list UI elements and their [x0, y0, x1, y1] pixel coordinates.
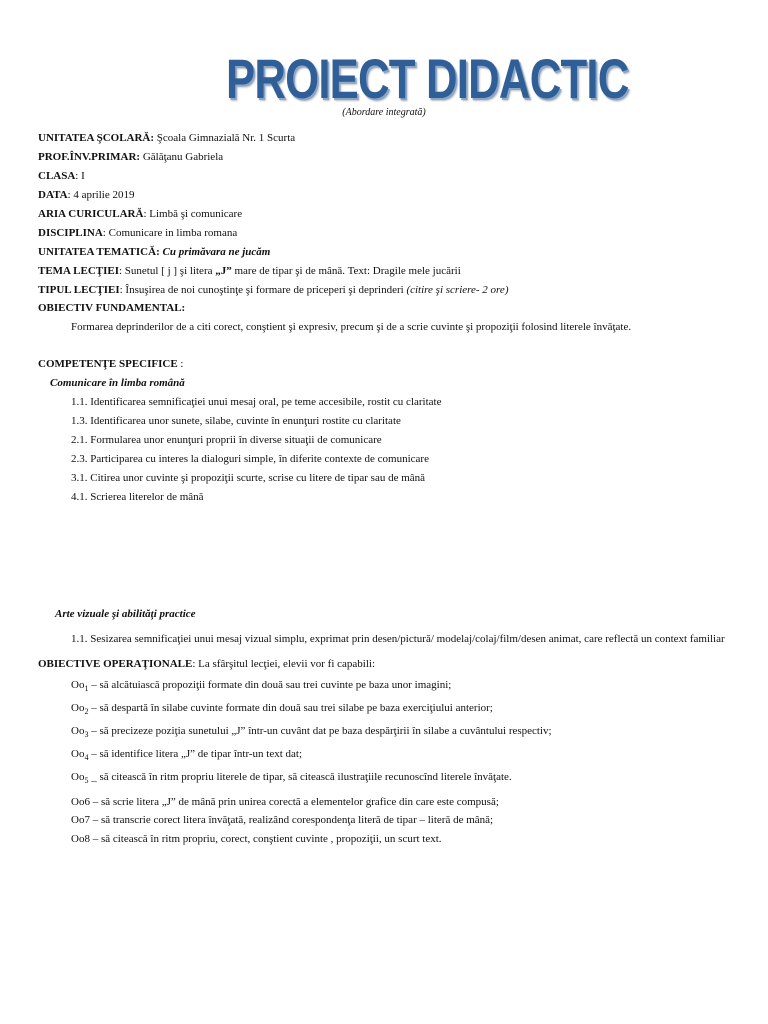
objective-text: – să scrie litera „J” de mână prin unirea corectă a elementelor grafice din care este compusă; [89, 796, 499, 808]
objective-item [71, 770, 512, 788]
document-subtitle: (Abordare integrată) [342, 107, 426, 118]
obiective-heading [38, 657, 375, 671]
list-item: 3.1. Citirea unor cuvinte şi propoziţii scurte, scrise cu litere de tipar sau de mână [71, 472, 426, 484]
label: OBIECTIVE OPERAŢIONALE [38, 658, 193, 670]
objective-code: Oo [71, 679, 85, 691]
objective-number: 1 [84, 684, 89, 694]
info-data [38, 188, 134, 202]
value: : 4 aprilie 2019 [67, 189, 135, 201]
objective-text: – să transcrie corect litera învăţată, realizând corespondenţa literă de tipar – literă de mână; [89, 814, 494, 826]
objective-text: – să identifice litera „J” de tipar într-un text dat; [88, 748, 303, 760]
list-item: 2.1. Formularea unor enunţuri proprii în diverse situaţii de comunicare [71, 434, 382, 446]
value-italic: (citire şi scriere- 2 ore) [406, 284, 509, 296]
value: : Însuşirea de noi cunoştinţe şi formare de priceperi şi deprinderi [119, 284, 407, 296]
label: PROF.ÎNV.PRIMAR: [38, 151, 141, 163]
value: mare de tipar şi de mână. Text: Dragile mele jucării [231, 265, 461, 277]
objective-code: Oo7 [71, 814, 90, 826]
label: TIPUL LECŢIEI [38, 284, 120, 296]
objective-text: – să precizeze poziţia sunetului „J” într-un cuvânt dat pe baza despărţirii în silabe a cuvântului respectiv; [88, 725, 552, 737]
info-unitatea [38, 131, 295, 145]
suffix: : La sfârşitul lecţiei, elevii vor fi capabili: [192, 658, 375, 670]
section-arte: Arte vizuale şi abilităţi practice [55, 608, 196, 620]
obiectiv-fundamental-text: Formarea deprinderilor de a citi corect, conştient şi expresiv, precum şi de a scrie cuvinte şi propoziţii folosind literele învăţate. [71, 321, 632, 333]
objective-item [71, 832, 442, 846]
value: : Sunetul [ j ] şi litera [119, 265, 216, 277]
objective-item [71, 724, 552, 742]
objective-number: 3 [84, 730, 89, 740]
value: Şcoala Gimnazială Nr. 1 Scurta [154, 132, 296, 144]
document-title: PROIECT DIDACTIC [226, 47, 629, 110]
label: DATA [38, 189, 68, 201]
objective-code: Oo [71, 771, 85, 783]
objective-code: Oo6 [71, 796, 90, 808]
objective-code: Oo8 [71, 833, 90, 845]
value: : Limbă şi comunicare [143, 208, 243, 220]
value: : Comunicare in limba romana [102, 227, 238, 239]
objective-number: 4 [84, 753, 89, 763]
label: TEMA LECŢIEI [38, 265, 119, 277]
objective-text: – să alcătuiască propoziţii formate din două sau trei cuvinte pe baza unor imagini; [88, 679, 452, 691]
label: COMPETENŢE SPECIFICE [38, 358, 178, 370]
objective-text: _ să citească în ritm propriu literele de tipar, să citească ilustraţiile recunoscînd literele învăţate. [88, 771, 512, 783]
label: UNITATEA TEMATICĂ: [38, 246, 160, 258]
objective-item [71, 701, 493, 719]
competente-heading [38, 357, 183, 371]
objective-text: – să citească în ritm propriu, corect, conştient cuvinte , propoziţii, un scurt text. [89, 833, 442, 845]
objective-number: 2 [84, 707, 89, 717]
objective-item [71, 813, 493, 827]
value-letter: „J” [215, 265, 232, 277]
label: CLASA [38, 170, 76, 182]
objective-code: Oo [71, 748, 85, 760]
list-item: 1.1. Identificarea semnificaţiei unui mesaj oral, pe teme accesibile, rostit cu claritate [71, 396, 442, 408]
suffix: : [177, 358, 184, 370]
objective-number: 5 [84, 776, 89, 786]
value: Cu primăvara ne jucăm [159, 246, 271, 258]
info-tema [38, 264, 461, 278]
value: : I [75, 170, 85, 182]
objective-item [71, 747, 302, 765]
objective-item [71, 795, 499, 809]
info-unitatea-tematica [38, 245, 270, 259]
list-item: 1.1. Sesizarea semnificaţiei unui mesaj vizual simplu, exprimat prin desen/pictură/ modelaj/colaj/film/desen animat, care reflectă un context familiar [71, 633, 725, 645]
objective-text: – să despartă în silabe cuvinte formate din două sau trei silabe pe baza exerciţiului anterior; [88, 702, 493, 714]
obiectiv-fundamental-heading: OBIECTIV FUNDAMENTAL: [38, 302, 186, 314]
objective-code: Oo [71, 725, 85, 737]
value: Gălăţanu Gabriela [140, 151, 224, 163]
info-aria [38, 207, 242, 221]
info-clasa [38, 169, 85, 183]
info-tip [38, 283, 508, 297]
label: ARIA CURICULARĂ [38, 208, 144, 220]
label: UNITATEA ŞCOLARĂ: [38, 132, 155, 144]
list-item: 4.1. Scrierea literelor de mână [71, 491, 204, 503]
list-item: 2.3. Participarea cu interes la dialoguri simple, în diferite contexte de comunicare [71, 453, 429, 465]
section-comunicare: Comunicare în limba română [50, 377, 185, 389]
list-item: 1.3. Identificarea unor sunete, silabe, cuvinte în enunţuri rostite cu claritate [71, 415, 401, 427]
objective-code: Oo [71, 702, 85, 714]
info-disciplina [38, 226, 237, 240]
objective-item [71, 678, 451, 696]
info-prof [38, 150, 223, 164]
label: DISCIPLINA [38, 227, 103, 239]
